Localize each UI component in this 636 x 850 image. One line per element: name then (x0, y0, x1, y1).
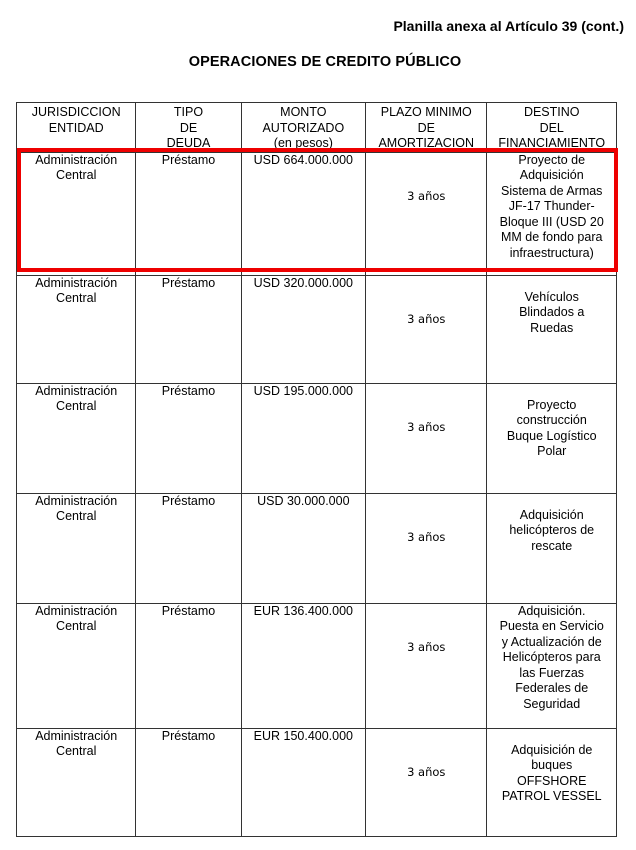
plazo-value: 3 años (407, 529, 446, 544)
cell-destino (487, 152, 617, 275)
cell-tipo: Préstamo (136, 603, 241, 728)
header-line: AMORTIZACION (378, 136, 475, 150)
cell-plazo (366, 275, 487, 383)
cell-monto: USD 30.000.000 (241, 493, 365, 603)
cell-line: Sistema de Armas (501, 183, 603, 198)
plazo-value: 3 años (407, 311, 446, 326)
cell-line: Central (56, 399, 97, 413)
cell-destino (487, 603, 617, 728)
header-line: AUTORIZADO (262, 120, 345, 135)
header-line: DE (179, 120, 198, 135)
cell-line: Administración (35, 603, 118, 618)
document-title: OPERACIONES DE CREDITO PÚBLICO (188, 54, 462, 70)
header-line: MONTO (280, 105, 327, 119)
plazo-value: 3 años (407, 639, 446, 654)
cell-line: Buque Logístico (506, 428, 597, 443)
cell-line: Blindados a (519, 305, 585, 319)
header-line: DESTINO (523, 105, 580, 119)
cell-tipo: Préstamo (136, 152, 241, 275)
plazo-value: 3 años (407, 188, 446, 203)
header-line: DEUDA (166, 136, 211, 150)
cell-line: Polar (537, 444, 567, 458)
cell-monto: EUR 136.400.000 (241, 603, 365, 728)
header-line: DE (417, 120, 435, 135)
cell-tipo: Préstamo (136, 728, 241, 836)
table-row (17, 275, 617, 383)
cell-line: Ruedas (530, 320, 574, 335)
cell-line: rescate (531, 538, 573, 553)
cell-destino (487, 383, 617, 493)
cell-line: buques (531, 758, 573, 772)
cell-destino (487, 728, 617, 836)
cell-plazo (366, 603, 487, 728)
cell-monto: USD 664.000.000 (241, 152, 365, 275)
cell-line: OFFSHORE (517, 773, 587, 788)
annex-label: Planilla anexa al Artículo 39 (cont.) (393, 18, 624, 34)
header-jurisdiccion (17, 103, 136, 153)
cell-tipo: Préstamo (136, 493, 241, 603)
table-header-row (17, 103, 617, 153)
cell-jurisdiccion (17, 728, 136, 836)
cell-jurisdiccion (17, 493, 136, 603)
cell-line: Helicópteros para (502, 650, 601, 664)
header-destino (487, 103, 617, 153)
cell-line: Adquisición (519, 507, 584, 522)
cell-line: Puesta en Servicio (499, 619, 604, 633)
table-row (17, 493, 617, 603)
header-line: (en pesos) (273, 136, 333, 150)
cell-line: Central (56, 619, 97, 633)
cell-line: Administración (35, 493, 118, 508)
table-row (17, 603, 617, 728)
cell-line: infraestructura) (509, 245, 594, 260)
cell-line: Central (56, 509, 97, 523)
cell-line: Administración (35, 275, 118, 290)
cell-tipo: Préstamo (136, 383, 241, 493)
cell-destino (487, 275, 617, 383)
plazo-value: 3 años (407, 419, 446, 434)
cell-line: JF-17 Thunder- (508, 199, 595, 213)
cell-line: Administración (35, 152, 118, 167)
header-line: DEL (539, 120, 564, 135)
table-row (17, 728, 617, 836)
header-line: JURISDICCION (31, 105, 121, 119)
cell-tipo: Préstamo (136, 275, 241, 383)
cell-line: Vehículos (524, 289, 579, 304)
cell-line: helicópteros de (509, 523, 595, 537)
cell-line: PATROL VESSEL (501, 789, 602, 803)
cell-line: Central (56, 291, 97, 305)
cell-line: Adquisición de (511, 742, 593, 757)
cell-jurisdiccion (17, 152, 136, 275)
header-line: PLAZO MINIMO (380, 105, 472, 119)
cell-jurisdiccion (17, 275, 136, 383)
cell-line: Central (56, 168, 97, 182)
cell-line: Proyecto (527, 397, 577, 412)
header-line: FINANCIAMIENTO (498, 136, 606, 150)
table-row (17, 152, 617, 275)
header-plazo (366, 103, 487, 153)
plazo-value: 3 años (407, 764, 446, 779)
cell-line: y Actualización de (501, 634, 602, 649)
header-monto (241, 103, 365, 153)
cell-plazo (366, 152, 487, 275)
cell-line: las Fuerzas (519, 665, 585, 680)
cell-monto: USD 320.000.000 (241, 275, 365, 383)
cell-plazo (366, 493, 487, 603)
table-row (17, 383, 617, 493)
credit-operations-table (16, 102, 617, 837)
cell-jurisdiccion (17, 383, 136, 493)
cell-line: Seguridad (523, 696, 581, 711)
header-line: TIPO (173, 105, 204, 119)
cell-line: MM de fondo para (501, 230, 603, 244)
cell-line: Adquisición (519, 168, 584, 182)
cell-line: Administración (35, 728, 118, 743)
cell-line: Administración (35, 383, 118, 398)
cell-line: Proyecto de (518, 152, 586, 167)
cell-line: Federales de (515, 681, 589, 695)
cell-monto: EUR 150.400.000 (241, 728, 365, 836)
cell-line: Bloque III (USD 20 (499, 214, 604, 229)
cell-plazo (366, 383, 487, 493)
cell-line: Central (56, 744, 97, 758)
cell-destino (487, 493, 617, 603)
header-line: ENTIDAD (48, 120, 104, 135)
cell-line: Adquisición. (518, 603, 586, 618)
cell-line: construcción (516, 413, 587, 427)
cell-plazo (366, 728, 487, 836)
header-tipo (136, 103, 241, 153)
cell-monto: USD 195.000.000 (241, 383, 365, 493)
cell-jurisdiccion (17, 603, 136, 728)
